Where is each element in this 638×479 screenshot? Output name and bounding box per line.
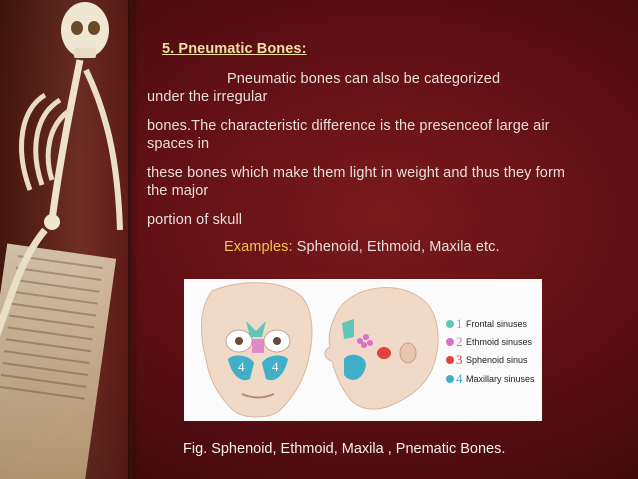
legend-num: 3 xyxy=(456,352,463,367)
paragraph-line: bones.The characteristic difference is the presenceof large air spaces in xyxy=(147,118,550,152)
svg-text:4: 4 xyxy=(272,359,279,374)
svg-text:4: 4 xyxy=(238,359,245,374)
section-heading: 5. Pneumatic Bones: xyxy=(162,41,307,57)
paragraph-line: under the irregular xyxy=(147,89,268,105)
sidebar-shadow xyxy=(128,0,138,479)
sinus-figure xyxy=(184,279,542,421)
legend-label: Maxillary sinuses xyxy=(466,374,535,384)
sinus-legend xyxy=(446,316,535,386)
figure-caption: Fig. Sphenoid, Ethmoid, Maxila , Pnematic Bones. xyxy=(183,441,506,457)
paragraph-line: Pneumatic bones can also be categorized xyxy=(227,71,501,87)
examples-label: Examples: xyxy=(224,239,293,255)
examples-value: Sphenoid, Ethmoid, Maxila etc. xyxy=(292,239,500,255)
paragraph-line: portion of skull xyxy=(147,212,243,228)
legend-num: 4 xyxy=(456,371,463,386)
legend-label: Ethmoid sinuses xyxy=(466,337,533,347)
skull-front-view xyxy=(201,283,312,417)
sinus-diagram xyxy=(184,279,542,421)
legend-num: 2 xyxy=(456,334,463,349)
skeleton-photo-sidebar xyxy=(0,0,133,479)
legend-label: Sphenoid sinus xyxy=(466,355,528,365)
skeleton-illustration xyxy=(0,0,133,479)
skull-side-view xyxy=(325,288,438,410)
legend-num: 1 xyxy=(456,316,463,331)
paragraph-line: these bones which make them light in weight and thus they form the major xyxy=(147,165,566,199)
legend-label: Frontal sinuses xyxy=(466,319,528,329)
examples-line xyxy=(224,238,500,256)
